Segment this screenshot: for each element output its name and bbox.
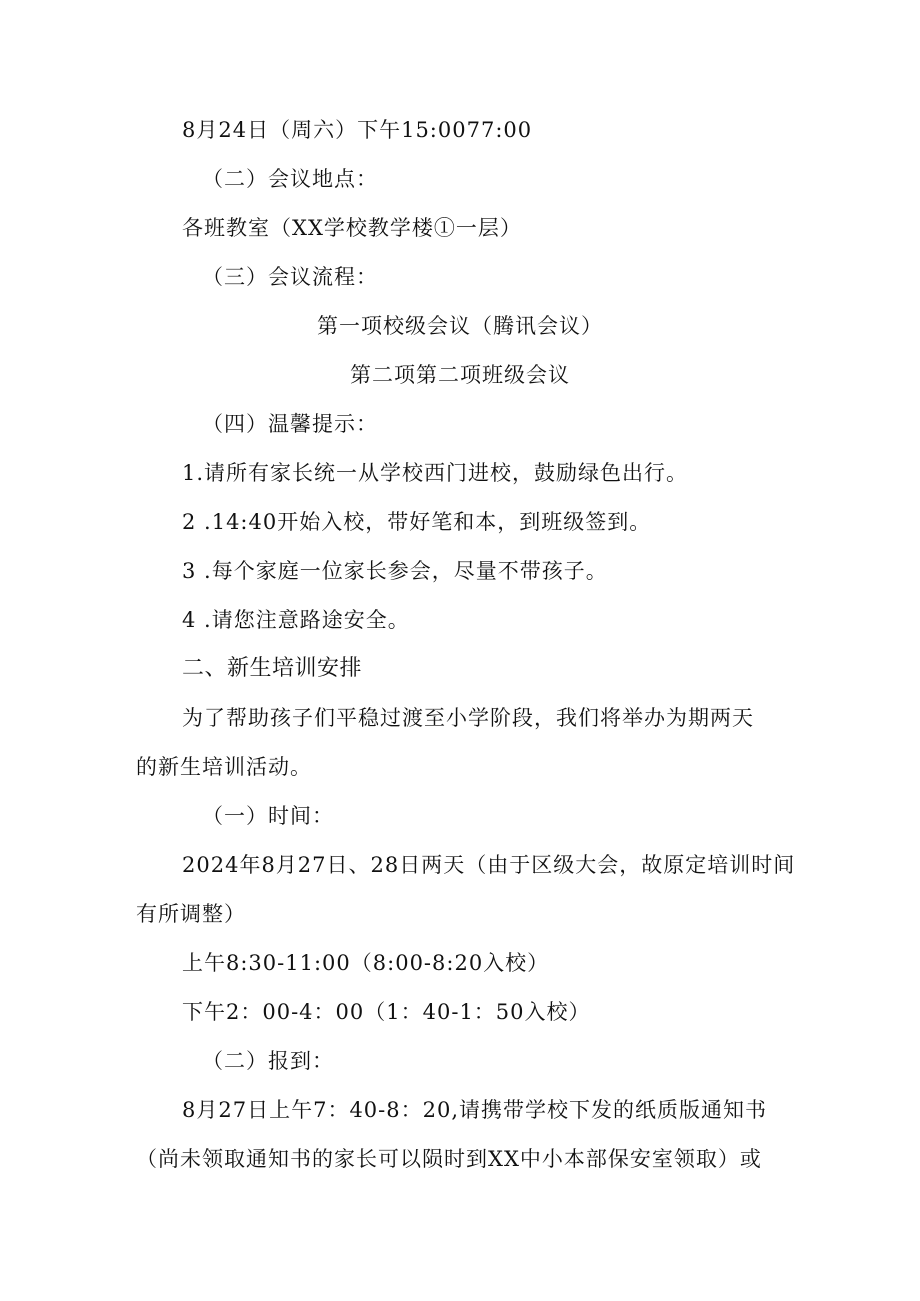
reminder-item-1: 1.请所有家长统一从学校西门进校，鼓励绿色出行。 (182, 461, 689, 485)
reminder-item-2: 2 .14:40开始入校，带好笔和本，到班级签到。 (182, 510, 652, 534)
meeting-process-heading: （三）会议流程： (202, 265, 378, 289)
afternoon-session-line: 下午2：00-4：00（1：40-1：50入校） (182, 1000, 591, 1024)
training-intro-line-1: 为了帮助孩子们平稳过渡至小学阶段，我们将举办为期两天 (182, 706, 754, 730)
reminder-heading: （四）温馨提示： (202, 412, 378, 436)
training-intro-line-2: 的新生培训活动。 (136, 755, 312, 779)
registration-heading: （二）报到： (202, 1049, 334, 1073)
morning-session-line: 上午8:30-11:00（8:00-8:20入校） (182, 951, 550, 975)
meeting-location-heading: （二）会议地点： (202, 167, 378, 191)
registration-line-2: （尚未领取通知书的家长可以陨时到XX中小本部保安室领取）或 (136, 1147, 762, 1171)
reminder-item-3: 3 .每个家庭一位家长参会，尽量不带孩子。 (182, 559, 608, 583)
process-item-1: 第一项校级会议（腾讯会议） (317, 314, 603, 338)
meeting-time-line: 8月24日（周六）下午15:0077:00 (182, 118, 533, 142)
reminder-item-4: 4 .请您注意路途安全。 (182, 608, 410, 632)
training-date-line-1: 2024年8月27日、28日两天（由于区级大会，故原定培训时间 (182, 853, 796, 877)
registration-line-1: 8月27日上午7：40-8：20,请携带学校下发的纸质版通知书 (182, 1098, 768, 1122)
process-item-2: 第二项第二项班级会议 (350, 363, 570, 387)
training-date-line-2: 有所调整） (136, 902, 246, 926)
meeting-location-line: 各班教室（XX学校教学楼①一层） (182, 216, 522, 240)
time-heading: （一）时间： (202, 804, 334, 828)
section-heading: 二、新生培训安排 (182, 656, 363, 681)
